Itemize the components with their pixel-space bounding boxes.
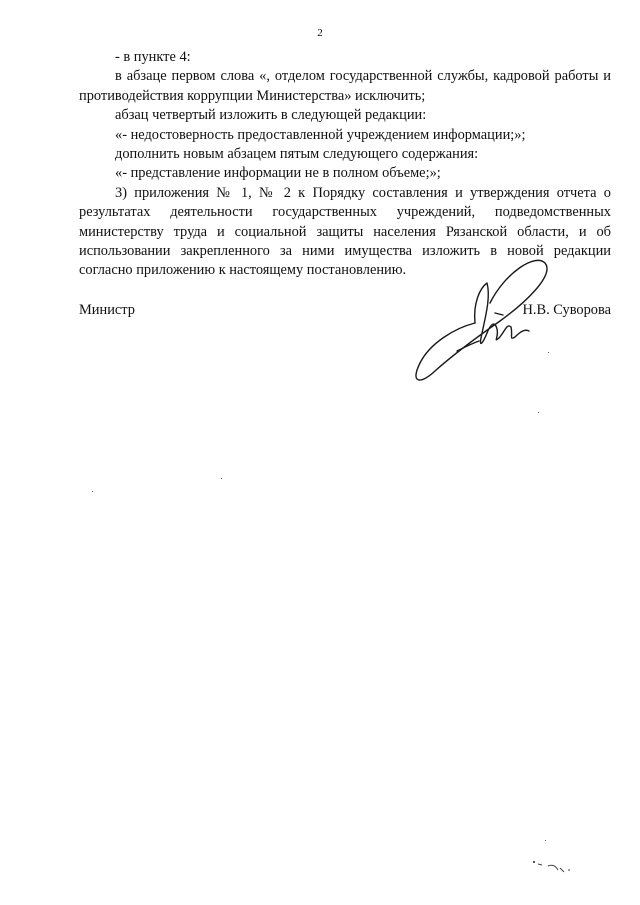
- paragraph-5: дополнить новым абзацем пятым следующего содержания:: [115, 146, 479, 163]
- handwritten-signature: [395, 243, 565, 393]
- scan-speck: [545, 840, 546, 841]
- paragraph-1: - в пункте 4:: [115, 49, 191, 65]
- paragraph-3: абзац четвертый изложить в следующей редакции:: [115, 107, 427, 124]
- scan-speck: [538, 412, 539, 413]
- scan-speck: [221, 478, 222, 479]
- scan-speck: [548, 352, 549, 353]
- signatory-role: Министр: [79, 302, 135, 318]
- paragraph-6: «- представление информации не в полном объеме;»;: [115, 165, 441, 182]
- signatory-name: Н.В. Суворова: [522, 302, 611, 318]
- paragraph-2: в абзаце первом слова «, отделом государственной службы, кадровой работы и противодействия коррупции Министерства» исключить;: [79, 68, 611, 104]
- scan-artifact: [530, 852, 590, 882]
- paragraph-4: «- недостоверность предоставленной учреждением информации;»;: [115, 126, 526, 143]
- paragraph-7: 3) приложения № 1, № 2 к Порядку составления и утверждения отчета о результатах деятельности государственных учреждений, подведомственных министерству труда и социальной защиты населения Рязанской области, и об использовании закрепленного за ними имущества изложить в новой редакции согласно приложению к настоящему постановлению.: [79, 184, 611, 279]
- page-number: 2: [317, 27, 323, 39]
- scan-speck: [92, 491, 93, 492]
